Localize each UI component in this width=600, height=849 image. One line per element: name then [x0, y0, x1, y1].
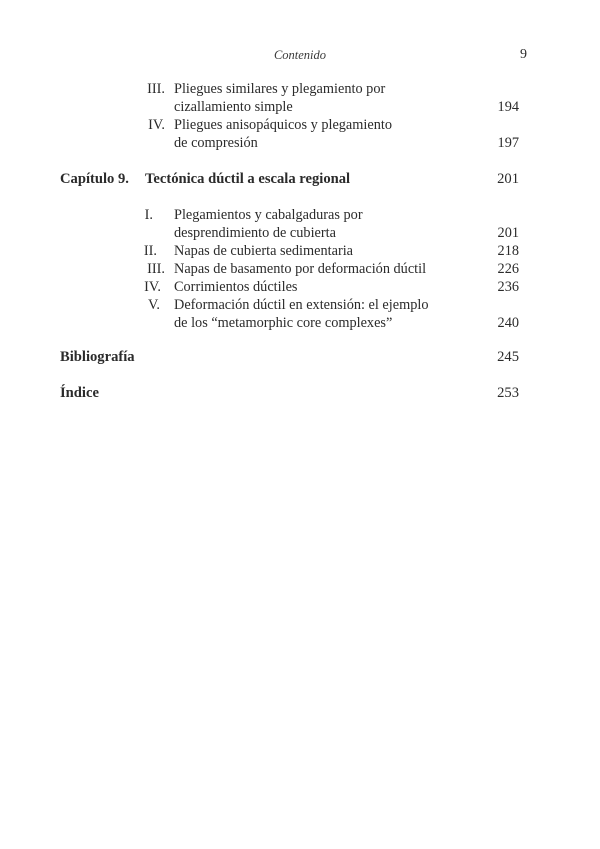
chapter-page: 201 [497, 171, 519, 187]
entry-number: III. [147, 261, 165, 277]
entry-number: II. [143, 243, 157, 259]
entry-title-line: desprendimiento de cubierta [174, 225, 336, 241]
running-head [0, 48, 600, 64]
entry-number: III. [147, 81, 165, 97]
entry-title-line: Napas de basamento por deformación dúctil [174, 261, 427, 277]
chapter-label: Capítulo 9. [60, 171, 129, 187]
entry-title-line: Pliegues anisopáquicos y plegamiento [174, 117, 392, 133]
entry-number: IV. [148, 117, 165, 133]
entry-page: 236 [497, 279, 519, 295]
entry-title-line: de los “metamorphic core complexes” [174, 315, 393, 331]
entry-number: IV. [144, 279, 161, 295]
entry-title-line: Pliegues similares y plegamiento por [174, 81, 386, 97]
entry-title-line: Plegamientos y cabalgaduras por [174, 207, 363, 223]
entry-title-line: Corrimientos dúctiles [174, 279, 298, 295]
entry-title-line: Napas de cubierta sedimentaria [174, 243, 354, 259]
bibliography-title: Bibliografía [60, 349, 135, 365]
entry-page: 197 [497, 135, 519, 151]
running-head-title: Contenido [273, 48, 327, 62]
entry-page: 226 [497, 261, 519, 277]
entry-page: 240 [497, 315, 519, 331]
chapter-title: Tectónica dúctil a escala regional [145, 171, 351, 187]
entry-title-line: cizallamiento simple [174, 99, 293, 115]
index-title: Índice [60, 385, 99, 401]
entry-title-line: Deformación dúctil en extensión: el ejemplo [174, 297, 429, 313]
entry-page: 194 [497, 99, 519, 115]
bibliography-page: 245 [497, 349, 519, 365]
index-page: 253 [497, 385, 519, 401]
entry-page: 201 [497, 225, 519, 241]
entry-number: V. [147, 297, 160, 313]
page-number: 9 [520, 47, 527, 62]
entry-number: I. [144, 207, 153, 223]
entry-page: 218 [497, 243, 519, 259]
entry-title-line: de compresión [174, 135, 258, 151]
